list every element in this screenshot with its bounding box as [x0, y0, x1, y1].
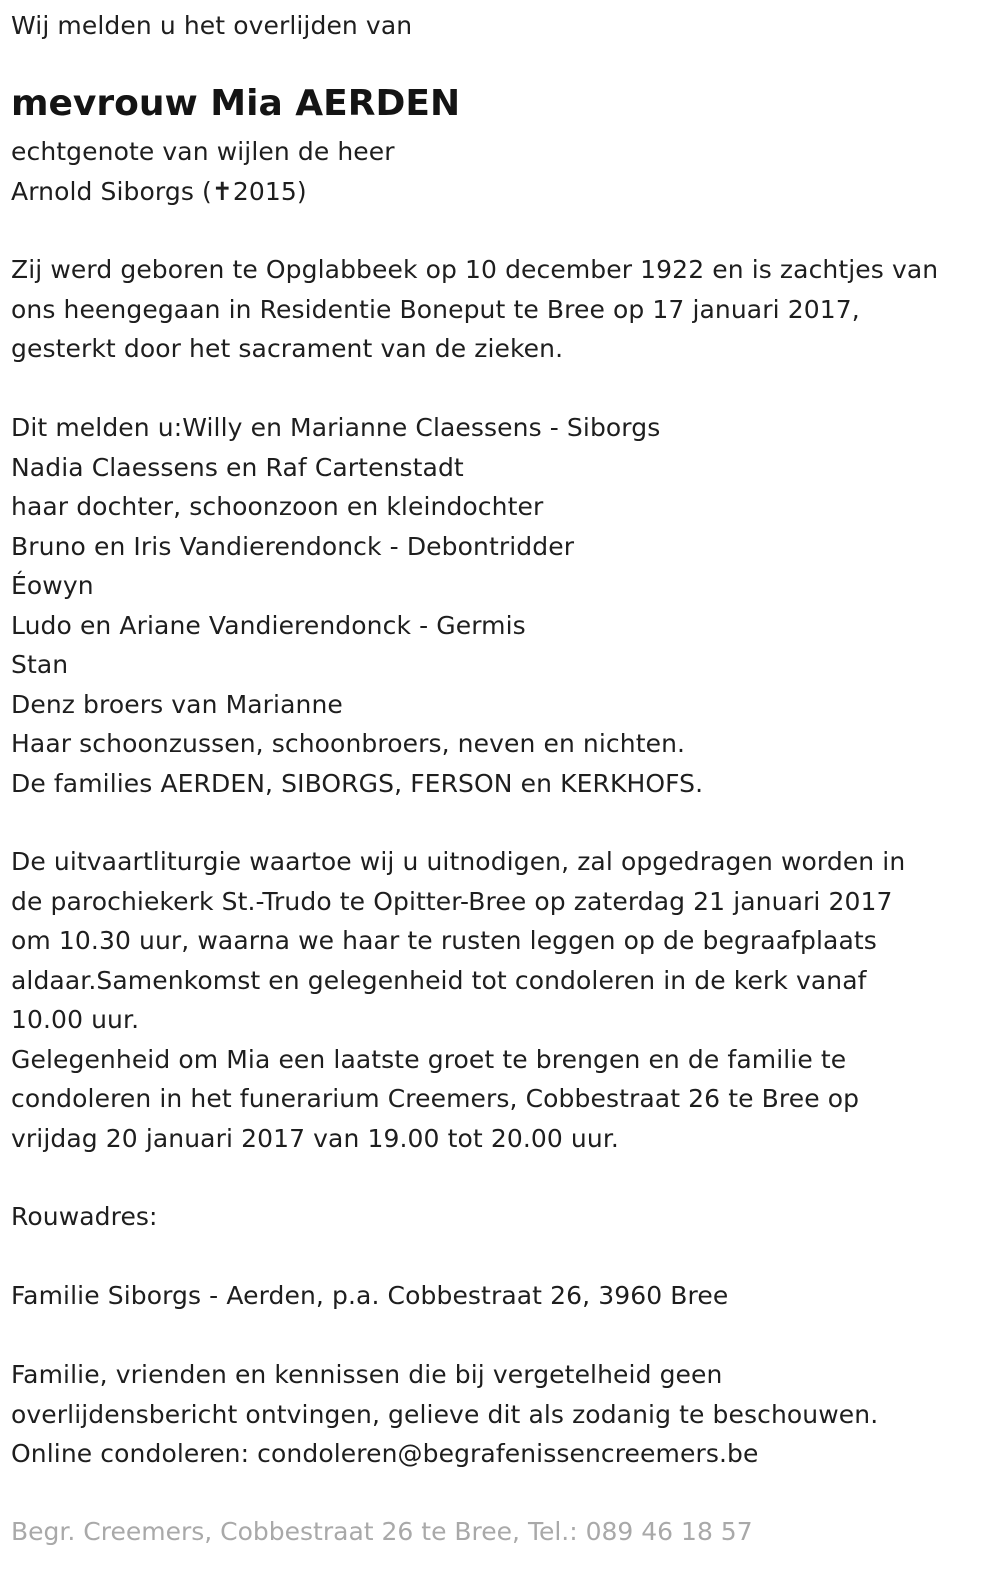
- spouse-line: Arnold Siborgs (✝2015): [11, 176, 307, 206]
- family-line: Denz broers van Marianne: [11, 689, 343, 719]
- rouwadres-address: Familie Siborgs - Aerden, p.a. Cobbestraat 26, 3960 Bree: [11, 1281, 729, 1310]
- family-line: haar dochter, schoonzoon en kleindochter: [11, 492, 544, 521]
- rouwadres-label: Rouwadres:: [11, 1202, 158, 1231]
- funeral-line: vrijdag 20 januari 2017 van 19.00 tot 20.00 uur.: [11, 1123, 619, 1153]
- deceased-name: mevrouw Mia AERDEN: [11, 83, 461, 124]
- closing-line: Online condoleren: condoleren@begrafenissencreemers.be: [11, 1439, 759, 1468]
- closing-line: overlijdensbericht ontvingen, gelieve dit als zodanig te beschouwen.: [11, 1399, 879, 1429]
- family-line: Éowyn: [11, 571, 94, 600]
- funeral-paragraph: [11, 842, 905, 1158]
- funeral-line: aldaar.Samenkomst en gelegenheid tot condoleren in de kerk vanaf: [11, 965, 867, 995]
- spouse-block: [11, 132, 395, 211]
- closing-paragraph: [11, 1355, 878, 1474]
- family-line: De families AERDEN, SIBORGS, FERSON en KERKHOFS.: [11, 768, 704, 798]
- rouwadres-block: [11, 1276, 728, 1316]
- family-line: Haar schoonzussen, schoonbroers, neven en nichten.: [11, 729, 686, 758]
- funeral-line: condoleren in het funerarium Creemers, Cobbestraat 26 te Bree op: [11, 1084, 860, 1113]
- closing-line: Familie, vrienden en kennissen die bij vergetelheid geen: [11, 1360, 723, 1389]
- birth-line: Zij werd geboren te Opglabbeek op 10 december 1922 en is zachtjes van: [11, 255, 939, 284]
- funeral-line: de parochiekerk St.-Trudo te Opitter-Bree op zaterdag 21 januari 2017: [11, 886, 893, 916]
- family-line: Stan: [11, 650, 69, 679]
- funeral-line: Gelegenheid om Mia een laatste groet te brengen en de familie te: [11, 1044, 847, 1074]
- birth-line: gesterkt door het sacrament van de zieken.: [11, 334, 564, 363]
- family-line: Nadia Claessens en Raf Cartenstadt: [11, 452, 464, 482]
- family-line: Ludo en Ariane Vandierendonck - Germis: [11, 610, 526, 640]
- birth-paragraph: [11, 250, 938, 369]
- family-list: [11, 408, 703, 803]
- funeral-line: 10.00 uur.: [11, 1005, 140, 1034]
- intro-text: Wij melden u het overlijden van: [11, 11, 413, 40]
- funeral-home-footer: Begr. Creemers, Cobbestraat 26 te Bree, Tel.: 089 46 18 57: [11, 1517, 753, 1546]
- family-line: Bruno en Iris Vandierendonck - Debontridder: [11, 531, 575, 561]
- funeral-line: om 10.30 uur, waarna we haar te rusten leggen op de begraafplaats: [11, 926, 877, 955]
- rouwadres-label-block: [11, 1197, 158, 1237]
- spouse-line: echtgenote van wijlen de heer: [11, 137, 395, 166]
- family-line: Dit melden u:Willy en Marianne Claessens - Siborgs: [11, 413, 661, 442]
- funeral-line: De uitvaartliturgie waartoe wij u uitnodigen, zal opgedragen worden in: [11, 847, 906, 876]
- birth-line: ons heengegaan in Residentie Boneput te Bree op 17 januari 2017,: [11, 294, 860, 324]
